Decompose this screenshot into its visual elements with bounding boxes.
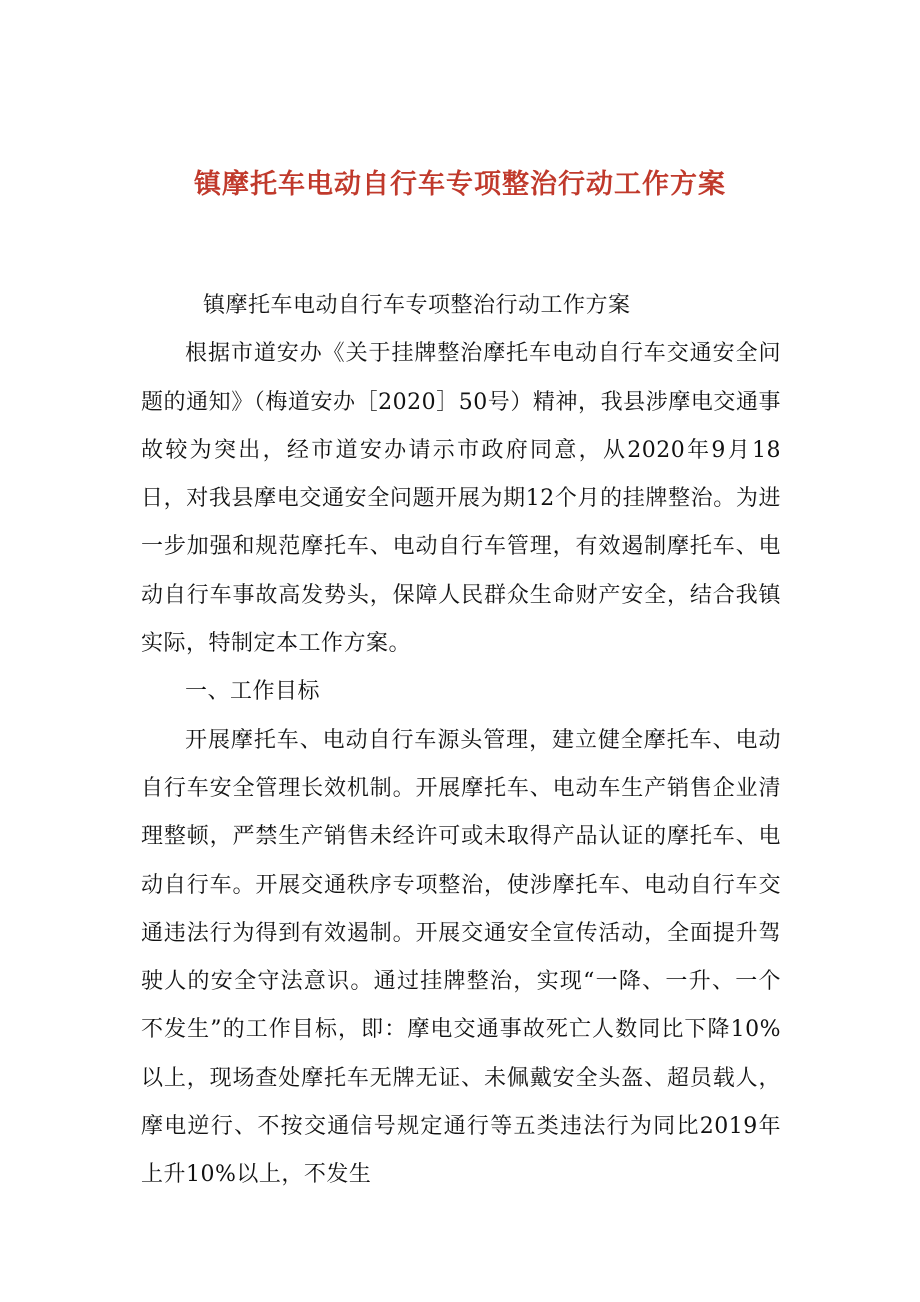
paragraph-goals: 开展摩托车、电动自行车源头管理，建立健全摩托车、电动自行车安全管理长效机制。开展摩托车、电动车生产销售企业清理整顿，严禁生产销售未经许可或未取得产品认证的摩托车、电动自行车。开展交通秩序专项整治，使涉摩托车、电动自行车交通违法行为得到有效遏制。开展交通安全宣传活动，全面提升驾驶人的安全守法意识。通过挂牌整治，实现“一降、一升、一个不发生”的工作目标，即：摩电交通事故死亡人数同比下降10%以上，现场查处摩托车无牌无证、未佩戴安全头盔、超员载人，摩电逆行、不按交通信号规定通行等五类违法行为同比2019年上升10%以上，不发生 bbox=[141, 727, 781, 1188]
paragraph-intro: 根据市道安办《关于挂牌整治摩托车电动自行车交通安全问题的通知》（梅道安办［2020］50号）精神，我县涉摩电交通事故较为突出，经市道安办请示市政府同意，从2020年9月18日，对我县摩电交通安全问题开展为期12个月的挂牌整治。为进一步加强和规范摩托车、电动自行车管理，有效遏制摩托车、电动自行车事故高发势头，保障人民群众生命财产安全，结合我镇实际，特制定本工作方案。 bbox=[141, 341, 781, 657]
document-subtitle: 镇摩托车电动自行车专项整治行动工作方案 bbox=[203, 293, 631, 318]
document-body bbox=[141, 282, 781, 1200]
document-title: 镇摩托车电动自行车专项整治行动工作方案 bbox=[194, 169, 726, 200]
section-heading-goals: 一、工作目标 bbox=[185, 679, 321, 705]
